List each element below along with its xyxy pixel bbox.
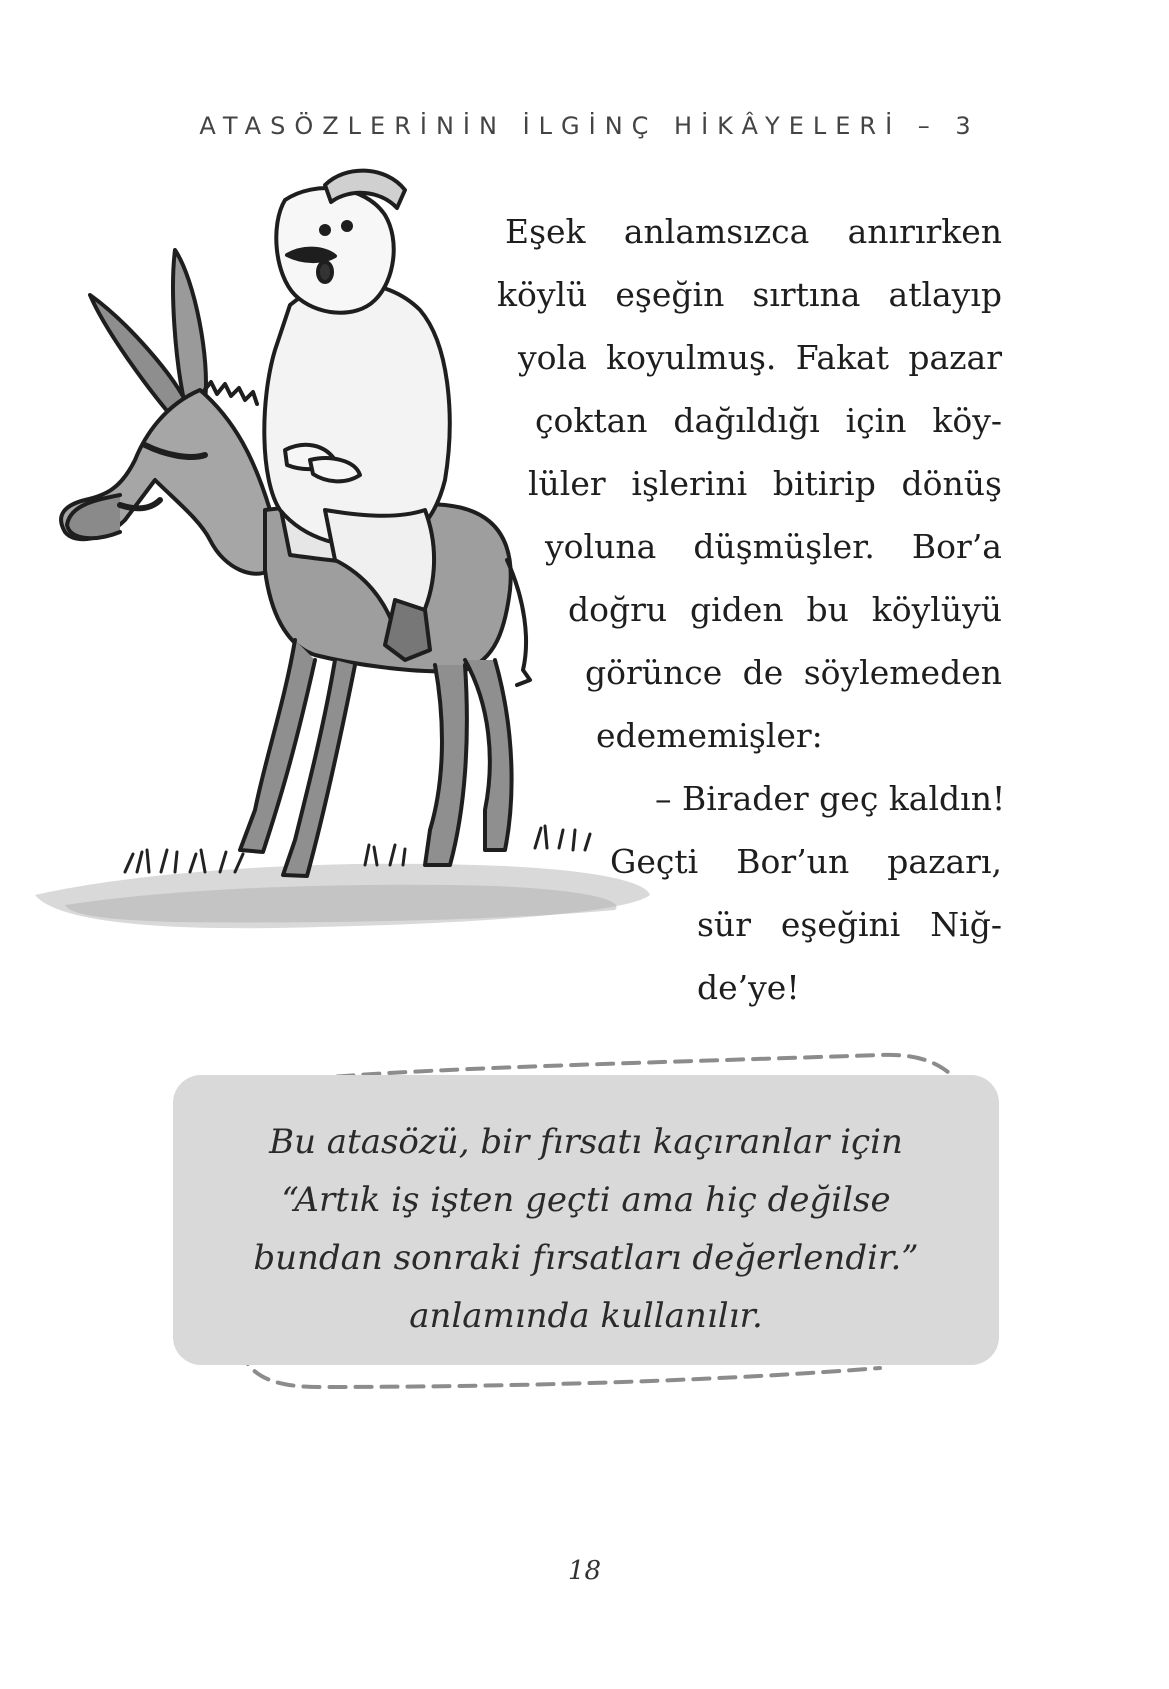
note-line: “Artık iş işten geçti ama hiç değilse <box>281 1180 891 1220</box>
story-line: yola koyulmuş. Fakat pazar <box>518 338 1002 377</box>
story-line: görünce de söylemeden <box>585 653 1002 692</box>
note-line: bundan sonraki fırsatları değerlendir.” <box>253 1238 919 1278</box>
story-line: Eşek anlamsızca anırırken <box>505 212 1002 251</box>
note-line: Bu atasözü, bir fırsatı kaçıranlar için <box>269 1122 903 1162</box>
story-line: Geçti Bor’un pazarı, <box>610 842 1002 881</box>
running-header: ATASÖZLERİNİN İLGİNÇ HİKÂYELERİ – 3 <box>199 112 980 140</box>
proverb-meaning-box <box>173 1075 999 1365</box>
story-line: doğru giden bu köylüyü <box>568 590 1002 629</box>
page-number: 18 <box>567 1556 602 1586</box>
story-line: çoktan dağıldığı için köy- <box>535 401 1002 440</box>
story-line: lüler işlerini bitirip dönüş <box>528 464 1002 503</box>
story-line: yoluna düşmüşler. Bor’a <box>545 527 1002 566</box>
note-line: anlamında kullanılır. <box>409 1296 763 1336</box>
story-line: edememişler: <box>596 716 823 755</box>
story-line: sür eşeğini Niğ- <box>697 905 1002 944</box>
story-line: köylü eşeğin sırtına atlayıp <box>497 275 1002 314</box>
story-line: de’ye! <box>697 968 800 1007</box>
story-line: – Birader geç kaldın! <box>655 779 1006 818</box>
grass-ground <box>35 826 650 928</box>
